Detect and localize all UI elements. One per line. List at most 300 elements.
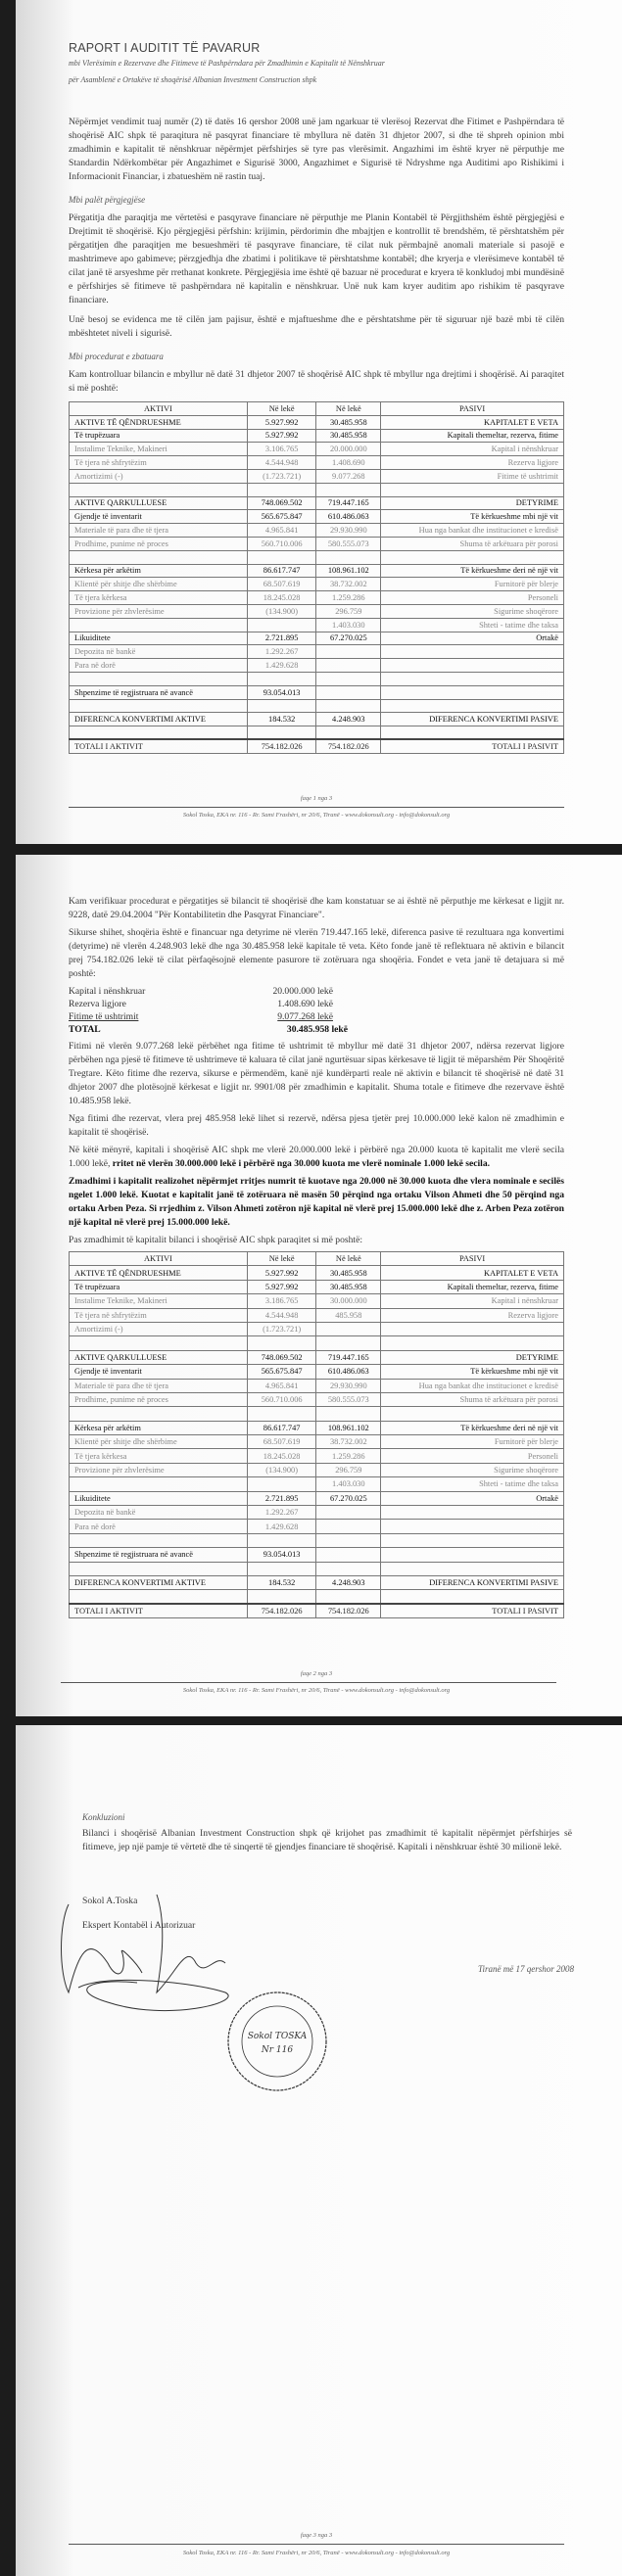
amount-cell: 4.544.948 [247,1308,316,1322]
aktivi-cell [70,1590,248,1604]
paragraph: Në këtë mënyrë, kapitali i shoqërisë AIC shpk me vlerë 20.000.000 lekë i përbërë nga 20.000 kuota të kapitalit me vlerë secila 1.000 lekë, rritet në vlerën 30.000.000 lekë i përbërë nga 30.000 kuota me vlerë nominale 1.000 lekë secila. [69,1145,564,1169]
table-row [70,1533,564,1547]
amount-cell: 9.077.268 [316,469,381,483]
pasivi-cell: Personeli [381,591,564,605]
amount-cell: 86.617.747 [247,564,316,578]
table-row [70,1407,564,1421]
official-stamp [223,1988,331,2095]
amount-cell: 30.485.958 [316,1280,381,1293]
amount-cell: 2.721.895 [247,632,316,645]
aktivi-cell [70,672,248,685]
amount-cell [247,618,316,632]
aktivi-cell: Të tjera në shfrytëzim [70,456,248,470]
pasivi-cell [381,1590,564,1604]
amount-cell: 5.927.992 [247,429,316,443]
aktivi-cell [70,726,248,740]
amount-cell [316,1548,381,1562]
amount-cell [316,1590,381,1604]
aktivi-cell: AKTIVI [70,1252,248,1266]
amount-cell: 296.759 [316,1463,381,1476]
pasivi-cell: Hua nga bankat dhe institucionet e kredisë [381,1379,564,1392]
pasivi-cell [381,659,564,673]
amount-cell: 560.710.006 [247,537,316,550]
amount-cell: 748.069.502 [247,496,316,510]
table-row [70,1562,564,1575]
amount-cell: 3.186.765 [247,1294,316,1308]
pasivi-cell: Rezerva ligjore [381,1308,564,1322]
amount-cell: 610.486.063 [316,510,381,524]
page-number: faqe 1 nga 3 [300,795,333,802]
amount-cell [316,483,381,496]
amount-cell: (1.723.721) [247,469,316,483]
pasivi-cell: Të kërkueshme mbi një vit [381,1365,564,1379]
amount-cell: 754.182.026 [247,1604,316,1617]
aktivi-cell: Instalime Teknike, Makineri [70,1294,248,1308]
aktivi-cell: Prodhime, punime në proces [70,537,248,550]
paragraph: Bilanci i shoqërisë Albanian Investment Construction shpk që krijohet pas zmadhimit të kapitalit nëpërmjet përfshirjes së fitimeve, jep një pamje të vërtetë dhe të sinqertë të gjendjes financiare të shoqërisë. Kapitali i nënshkruar është 30 milionë lekë. [82,1828,572,1852]
aktivi-cell: Depozita në bankë [70,1506,248,1520]
table-row [70,591,564,605]
footer-address: Sokol Toska, EKA nr. 116 - Rr. Sami Frashëri, nr 20/6, Tiranë - www.dokonsult.org - info@dokonsult.org [182,1687,451,1694]
aktivi-cell: Provizione për zhvlerësime [70,604,248,618]
amount-cell: 108.961.102 [316,1421,381,1434]
pasivi-cell: KAPITALET E VETA [381,415,564,429]
pasivi-cell [381,1336,564,1350]
table-row [70,1590,564,1604]
pasivi-cell [381,1520,564,1533]
aktivi-cell: AKTIVI [70,402,248,416]
table-row [70,604,564,618]
amount-cell: 719.447.165 [316,496,381,510]
amount-cell: Në lekë [247,1252,316,1266]
amount-cell: 485.958 [316,1308,381,1322]
svg-text:Nr 116: Nr 116 [261,2045,294,2055]
svg-text:Sokol TOSKA: Sokol TOSKA [247,2032,308,2041]
aktivi-cell: Shpenzime të regjistruara në avancë [70,685,248,699]
footer-divider [69,2544,564,2545]
aktivi-cell: Klientë për shitje dhe shërbime [70,1435,248,1449]
aktivi-cell [70,1562,248,1575]
table-row [70,1308,564,1322]
pasivi-cell [381,1533,564,1547]
aktivi-cell: Klientë për shitje dhe shërbime [70,578,248,591]
amount-cell: 5.927.992 [247,1280,316,1293]
amount-cell: 1.292.267 [247,1506,316,1520]
fund-row: Rezerva ligjore 1.408.690 lekë [69,999,333,1009]
place-date: Tiranë më 17 qershor 2008 [478,1964,575,1974]
amount-cell: Në lekë [316,1252,381,1266]
pasivi-cell: DIFERENCA KONVERTIMI PASIVE [381,1575,564,1589]
amount-cell: 4.544.948 [247,456,316,470]
table-row [70,726,564,740]
amount-cell [316,699,381,713]
pasivi-cell: Kapital i nënshkruar [381,443,564,456]
table-row [70,550,564,564]
aktivi-cell: Materiale të para dhe të tjera [70,524,248,538]
aktivi-cell: Prodhime, punime në proces [70,1392,248,1406]
report-title: RAPORT I AUDITIT TË PAVARUR [69,41,261,55]
amount-cell: 68.507.619 [247,578,316,591]
aktivi-cell: Të tjera kërkesa [70,591,248,605]
amount-cell: 184.532 [247,713,316,726]
amount-cell: (134.900) [247,1463,316,1476]
aktivi-cell [70,1477,248,1491]
amount-cell: 3.106.765 [247,443,316,456]
pasivi-cell: Kapital i nënshkruar [381,1294,564,1308]
table-row [70,1435,564,1449]
section-heading: Mbi procedurat e zbatuara [69,351,164,361]
aktivi-cell: Materiale të para dhe të tjera [70,1379,248,1392]
paragraph: Përgatitja dhe paraqitja me vërtetësi e pasqyrave financiare në përputhje me Planin Kontabël të Përgjithshëm është përgjegjësi e Drejtimit të shoqërisë. Kjo përgjegjësi përfshin: krijimin, përdorimin dhe mbajtjen e kontrollit të brendshëm, të përshtatshëm për përgatitjen dhe paraqitjen me besueshmëri të pasqyrave financiare, të cilat nuk përmbajnë anomali materiale si pasojë e mashtrimeve apo gabimeve; përzgjedhja dhe zbatimi i politikave të përshtatshme kontabël; dhe kryerja e vlerësimeve kontabël të cilat janë të arsyeshme për rrethanat konkrete. Përgjegjësia ime është që bazuar në procedurat e kryera të konkludoj mbi mundësinë e përfshirjes së fitimeve të pashpërndara në kapitalin e nënshkruar. Unë nuk kam kryer auditim apo rishikim të pasqyrave financiare. [69,212,564,305]
pasivi-cell: Shteti - tatime dhe taksa [381,618,564,632]
pasivi-cell: Shuma të arkëtuara për porosi [381,537,564,550]
amount-cell: 18.245.028 [247,591,316,605]
amount-cell: 1.259.286 [316,1449,381,1463]
pasivi-cell: Furnitorë për blerje [381,578,564,591]
amount-cell [316,1562,381,1575]
table-header [70,402,564,416]
pasivi-cell [381,685,564,699]
pasivi-cell [381,1322,564,1335]
amount-cell: 30.000.000 [316,1294,381,1308]
amount-cell: 86.617.747 [247,1421,316,1434]
pasivi-cell: Shuma të arkëtuara për porosi [381,1392,564,1406]
amount-cell: Në lekë [316,402,381,416]
pasivi-cell [381,726,564,740]
pasivi-cell: Të kërkueshme mbi një vit [381,510,564,524]
amount-cell: 1.403.030 [316,618,381,632]
table-row [70,483,564,496]
amount-cell [316,1336,381,1350]
pasivi-cell [381,1407,564,1421]
amount-cell: 580.555.073 [316,537,381,550]
report-subtitle-2: për Asamblenë e Ortakëve të shoqërisë Albanian Investment Construction shpk [69,75,317,84]
amount-cell: (134.900) [247,604,316,618]
aktivi-cell [70,550,248,564]
amount-cell: 560.710.006 [247,1392,316,1406]
pasivi-cell: PASIVI [381,402,564,416]
table-row [70,659,564,673]
aktivi-cell: AKTIVE QARKULLUESE [70,1350,248,1364]
aktivi-cell: Likuiditete [70,1491,248,1505]
table-row [70,1280,564,1293]
fund-row: Fitime të ushtrimit 9.077.268 lekë [69,1011,333,1022]
pasivi-cell [381,550,564,564]
pasivi-cell: Hua nga bankat dhe institucionet e kredisë [381,524,564,538]
aktivi-cell: Gjendje të inventarit [70,510,248,524]
pasivi-cell: Fitime të ushtrimit [381,469,564,483]
amount-cell: 68.507.619 [247,1435,316,1449]
amount-cell [316,685,381,699]
pasivi-cell: Sigurime shoqërore [381,1463,564,1476]
pasivi-cell: Shteti - tatime dhe taksa [381,1477,564,1491]
page-1-body [69,116,564,754]
paragraph: Kam verifikuar procedurat e përgatitjes së bilancit të shoqërisë dhe kam konstatuar se ai është në përputhje me kërkesat e ligjit nr. 9228, datë 29.04.2004 "Për Kontabilitetin dhe Pasqyrat Financiare". [69,896,564,920]
amount-cell: 1.292.267 [247,645,316,659]
pasivi-cell [381,672,564,685]
pasivi-cell: DIFERENCA KONVERTIMI PASIVE [381,713,564,726]
pasivi-cell: KAPITALET E VETA [381,1266,564,1280]
equity-funds-list [69,985,564,1036]
table-row [70,1506,564,1520]
paragraph: Unë besoj se evidenca me të cilën jam pajisur, është e mjaftueshme dhe e përshtatshme për të siguruar një bazë mbi të cilën mbështetet niveli i sigurisë. [69,314,564,339]
amount-cell [316,726,381,740]
paragraph: Fitimi në vlerën 9.077.268 lekë përbëhet nga fitime të ushtrimit të mbyllur më datë 31 dhjetor 2007, ndërsa rezervat ligjore përbëhen nga pjesë të fitimeve të ushtrimeve të kaluara të cilat janë ngurtësuar sipas kërkesave të ligjit të mëparshëm Për Shoqëritë Tregtare. Këto fitime dhe rezerva, sikurse e përmendëm, kanë një kundërparti reale në aktivin e bilancit të shoqërisë në datë 31 dhjetor 2007 dhe plotësojnë kërkesat e ligjit nr. 9901/08 për zmadhimin e kapitalit. Shuma totale e fitimeve dhe rezervave është 10.485.958 lekë. [69,1041,564,1106]
pasivi-cell: Sigurime shoqërore [381,604,564,618]
report-subtitle: mbi Vlerësimin e Rezervave dhe Fitimeve të Pashpërndara për Zmadhimin e Kapitalit të Nënshkruar [69,59,385,68]
amount-cell [316,672,381,685]
amount-cell: 580.555.073 [316,1392,381,1406]
amount-cell: 719.447.165 [316,1350,381,1364]
aktivi-cell [70,483,248,496]
amount-cell: 1.408.690 [316,456,381,470]
pasivi-cell [381,699,564,713]
amount-cell: 93.054.013 [247,1548,316,1562]
pasivi-cell: Kapitali themeltar, rezerva, fitime [381,1280,564,1293]
table-row [70,415,564,429]
amount-cell: 20.000.000 [316,443,381,456]
table-row [70,1548,564,1562]
table-row [70,1392,564,1406]
page-2-body [69,895,564,1618]
amount-cell: 2.721.895 [247,1491,316,1505]
table-row [70,1575,564,1589]
table-row [70,645,564,659]
pasivi-cell: Ortakë [381,632,564,645]
aktivi-cell: Të tjera në shfrytëzim [70,1308,248,1322]
pasivi-cell: TOTALI I PASIVIT [381,1604,564,1617]
aktivi-cell: Likuiditete [70,632,248,645]
table-row [70,456,564,470]
table-row [70,1294,564,1308]
aktivi-cell: Depozita në bankë [70,645,248,659]
pasivi-cell [381,1506,564,1520]
amount-cell [247,672,316,685]
table-row [70,1520,564,1533]
table-row [70,685,564,699]
aktivi-cell: AKTIVE QARKULLUESE [70,496,248,510]
amount-cell: 1.429.628 [247,1520,316,1533]
pasivi-cell: DETYRIME [381,496,564,510]
aktivi-cell: Të trupëzuara [70,429,248,443]
aktivi-cell: DIFERENCA KONVERTIMI AKTIVE [70,1575,248,1589]
table-row [70,443,564,456]
aktivi-cell: TOTALI I AKTIVIT [70,1604,248,1617]
amount-cell [316,1533,381,1547]
table-row [70,1477,564,1491]
amount-cell: 18.245.028 [247,1449,316,1463]
pasivi-cell: DETYRIME [381,1350,564,1364]
pasivi-cell: Ortakë [381,1491,564,1505]
table-row [70,1491,564,1505]
amount-cell: 184.532 [247,1575,316,1589]
amount-cell: 4.965.841 [247,1379,316,1392]
aktivi-cell: Kërkesa për arkëtim [70,1421,248,1434]
table-header [70,1252,564,1266]
paragraph: Nga fitimi dhe rezervat, vlera prej 485.958 lekë lihet si rezervë, ndërsa pjesa tjetër prej 10.000.000 lekë kalon në zmadhimin e kapitalit të shoqërisë. [69,1113,564,1138]
balance-sheet-table-before [69,401,564,754]
pasivi-cell: PASIVI [381,1252,564,1266]
pasivi-cell: Të kërkueshme deri në një vit [381,1421,564,1434]
amount-cell: 4.248.903 [316,713,381,726]
signer-title: Ekspert Kontabël i Autorizuar [82,1920,196,1931]
aktivi-cell [70,1407,248,1421]
amount-cell: 565.675.847 [247,510,316,524]
amount-cell: 565.675.847 [247,1365,316,1379]
amount-cell [247,1407,316,1421]
amount-cell [316,550,381,564]
footer-address: Sokol Toska, EKA nr. 116 - Rr. Sami Frashëri, nr 20/6, Tiranë - www.dokonsult.org - info@dokonsult.org [182,812,451,819]
table-row [70,713,564,726]
amount-cell [316,659,381,673]
balance-sheet-table-after [69,1251,564,1618]
pasivi-cell: Furnitorë për blerje [381,1435,564,1449]
amount-cell: 30.485.958 [316,429,381,443]
table-row [70,1350,564,1364]
aktivi-cell: DIFERENCA KONVERTIMI AKTIVE [70,713,248,726]
amount-cell [316,645,381,659]
table-row [70,618,564,632]
paragraph: Sikurse shihet, shoqëria është e financuar nga detyrime në vlerën 719.447.165 lekë, diferenca pasive të rezultuara nga konvertimi (detyrime) në vlerën 4.248.903 lekë dhe nga 30.485.958 lekë kapitale të veta. Këto fonde janë të reflektuara në aktivin e bilancit prej 754.182.026 lekë të cilat përfaqësojnë elemente pasurore të zotëruara nga shoqëria. Fondet e veta janë të detajuara si më poshtë: [69,927,564,979]
paragraph-capital-increase: Zmadhimi i kapitalit realizohet nëpërmjet rritjes numrit të kuotave nga 20.000 në 30.000 kuota dhe vlera nominale e secilës ngelet 1.000 lekë. Kuotat e kapitalit janë të zotëruara në masën 50 përqind nga ortaku Vilson Ahmeti dhe 50 përqind nga ortaku Arben Peza. Si rrjedhim z. Vilson Ahmeti zotëron një kapital në vlerë prej 15.000.000 lekë dhe z. Arben Peza zotëron një kapital në vlerë prej 15.000.000 lekë. [69,1176,565,1228]
aktivi-cell: Kërkesa për arkëtim [70,564,248,578]
amount-cell: 93.054.013 [247,685,316,699]
pasivi-cell [381,1548,564,1562]
pasivi-cell: Kapitali themeltar, rezerva, fitime [381,429,564,443]
table-row [70,469,564,483]
amount-cell: 5.927.992 [247,1266,316,1280]
aktivi-cell: Provizione për zhvlerësime [70,1463,248,1476]
table-row [70,1322,564,1335]
pasivi-cell [381,645,564,659]
table-row [70,537,564,550]
amount-cell: 754.182.026 [316,739,381,753]
amount-cell: 38.732.002 [316,1435,381,1449]
aktivi-cell: AKTIVE TË QËNDRUESHME [70,415,248,429]
amount-cell: 296.759 [316,604,381,618]
table-row [70,672,564,685]
table-row [70,496,564,510]
page-number: faqe 2 nga 3 [300,1670,333,1677]
fund-row: Kapital i nënshkruar 20.000.000 lekë [69,986,333,997]
amount-cell [316,1506,381,1520]
table-row [70,1266,564,1280]
amount-cell [316,1520,381,1533]
table-row [70,739,564,753]
amount-cell: 30.485.958 [316,415,381,429]
table-row [70,1421,564,1434]
paragraph: Kam kontrolluar bilancin e mbyllur në datë 31 dhjetor 2007 të shoqërisë AIC shpk të mbyllur nga drejtimi i shoqërisë. Ai paraqitet si më poshtë: [69,369,564,394]
table-row [70,1449,564,1463]
paragraph: Pas zmadhimit të kapitalit bilanci i shoqërisë AIC shpk paraqitet si më poshtë: [69,1235,363,1245]
amount-cell: 610.486.063 [316,1365,381,1379]
footer-address: Sokol Toska, EKA nr. 116 - Rr. Sami Frashëri, nr 20/6, Tiranë - www.dokonsult.org - info@dokonsult.org [182,2550,451,2556]
aktivi-cell: Amortizimi (-) [70,1322,248,1335]
amount-cell: 29.930.990 [316,524,381,538]
pasivi-cell: TOTALI I PASIVIT [381,739,564,753]
table-row [70,632,564,645]
amount-cell: (1.723.721) [247,1322,316,1335]
table-row [70,510,564,524]
fund-total: TOTAL 30.485.958 lekë [69,1024,348,1035]
table-row [70,1463,564,1476]
amount-cell [316,1407,381,1421]
page-3-body [82,1811,572,1854]
table-row [70,1336,564,1350]
table-row [70,564,564,578]
amount-cell [247,726,316,740]
amount-cell [247,1590,316,1604]
aktivi-cell: Instalime Teknike, Makineri [70,443,248,456]
aktivi-cell [70,699,248,713]
pasivi-cell [381,1562,564,1575]
aktivi-cell: AKTIVE TË QËNDRUESHME [70,1266,248,1280]
aktivi-cell: Para në dorë [70,659,248,673]
aktivi-cell: Të trupëzuara [70,1280,248,1293]
aktivi-cell: Amortizimi (-) [70,469,248,483]
amount-cell: 38.732.002 [316,578,381,591]
amount-cell: 1.259.286 [316,591,381,605]
amount-cell: 29.930.990 [316,1379,381,1392]
aktivi-cell: TOTALI I AKTIVIT [70,739,248,753]
amount-cell: 67.270.025 [316,1491,381,1505]
aktivi-cell: Para në dorë [70,1520,248,1533]
pasivi-cell: Personeli [381,1449,564,1463]
amount-cell: 30.485.958 [316,1266,381,1280]
amount-cell: Në lekë [247,402,316,416]
amount-cell [247,699,316,713]
amount-cell: 1.429.628 [247,659,316,673]
amount-cell: 754.182.026 [316,1604,381,1617]
amount-cell [316,1322,381,1335]
aktivi-cell [70,1533,248,1547]
pasivi-cell: Rezerva ligjore [381,456,564,470]
aktivi-cell [70,618,248,632]
table-row [70,699,564,713]
paragraph: Nëpërmjet vendimit tuaj numër (2) të datës 16 qershor 2008 unë jam ngarkuar të vlerësoj Rezervat dhe Fitimet e Pashpërndara të shoqërisë AIC shpk të paraqitura në pasqyrat financiare të mbyllura në datën 31 dhjetor 2007, si dhe të shpreh opinion mbi zmadhimin e kapitalit të nënshkruar nëpërmjet përfshirjes së tyre pas vlerësimit. Angazhimi im është kryer në përputhje me Standardin Ndërkombëtar për Angazhimet e Sigurisë 3000, Angazhimet e Sigurisë të Ndryshme nga Auditimi apo Rishikimi i Informacionit Financiar, i zbatueshëm në rastin tuaj. [69,117,564,182]
pasivi-cell [381,483,564,496]
amount-cell: 67.270.025 [316,632,381,645]
aktivi-cell: Shpenzime të regjistruara në avancë [70,1548,248,1562]
amount-cell: 4.965.841 [247,524,316,538]
amount-cell: 754.182.026 [247,739,316,753]
amount-cell [247,1533,316,1547]
footer-divider [61,1682,556,1683]
amount-cell [247,1562,316,1575]
section-heading: Konkluzioni [82,1812,125,1822]
table-row [70,1604,564,1617]
section-heading: Mbi palët përgjegjëse [69,195,146,205]
aktivi-cell: Të tjera kërkesa [70,1449,248,1463]
amount-cell [247,1477,316,1491]
aktivi-cell: Gjendje të inventarit [70,1365,248,1379]
amount-cell: 5.927.992 [247,415,316,429]
amount-cell [247,483,316,496]
aktivi-cell [70,1336,248,1350]
amount-cell: 108.961.102 [316,564,381,578]
signer-name: Sokol A.Toska [82,1896,138,1906]
amount-cell: 748.069.502 [247,1350,316,1364]
page-number: faqe 3 nga 3 [300,2532,333,2539]
table-row [70,524,564,538]
table-row [70,1379,564,1392]
table-row [70,429,564,443]
pasivi-cell: Të kërkueshme deri në një vit [381,564,564,578]
amount-cell [247,1336,316,1350]
signature [49,1885,245,2022]
amount-cell: 4.248.903 [316,1575,381,1589]
table-row [70,578,564,591]
